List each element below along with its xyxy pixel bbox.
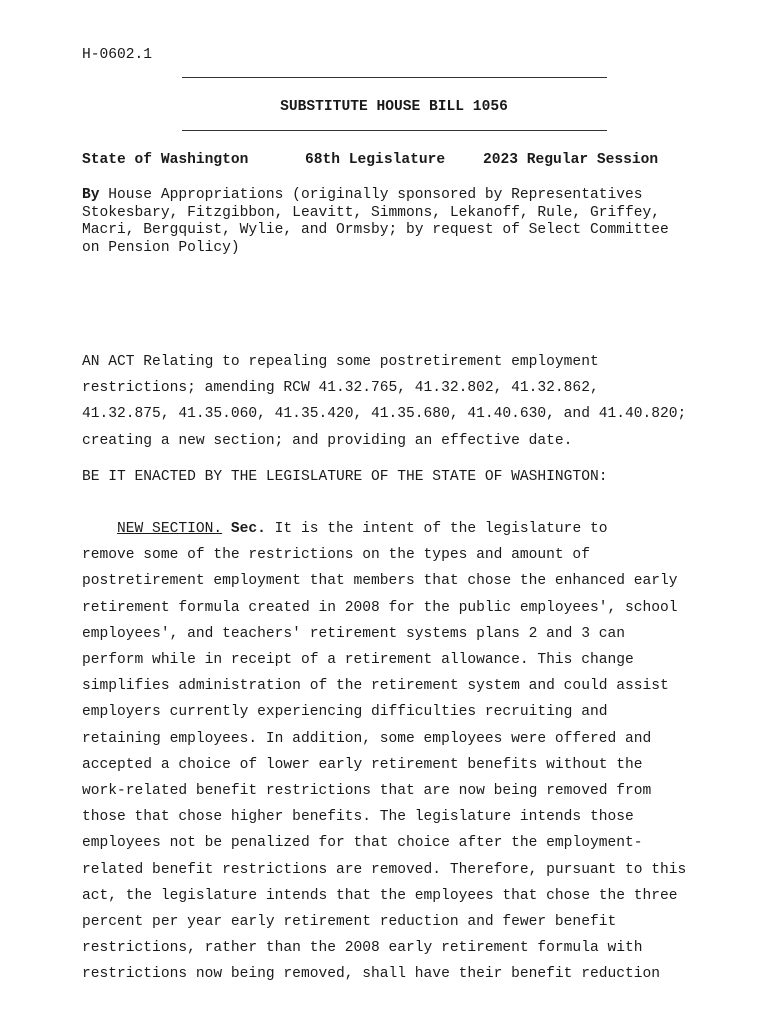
legislature-number: 68th Legislature [305,152,446,168]
enacting-clause: BE IT ENACTED BY THE LEGISLATURE OF THE STATE OF WASHINGTON: [82,469,608,485]
section-indent [82,521,117,537]
document-id: H-0602.1 [82,47,153,63]
sponsors-block [82,187,712,258]
title-rule-top [182,77,607,78]
sponsors-by-label: By [82,187,100,203]
sponsors-text: House Appropriations (originally sponsored by Representatives Stokesbary, Fitzgibbon, Leavitt, Simmons, Lekanoff, Rule, Griffey, Macri, Bergquist, Wylie, and Ormsby; by request of Select Committee on Pension Policy) [82,187,669,257]
bill-title: SUBSTITUTE HOUSE BILL 1056 [280,99,508,115]
new-section-paragraph [82,516,722,988]
section-body: It is the intent of the legislature to remove some of the restrictions on the types and amount of postretirement employment that members that chose the enhanced early retirement formula created in 2008 for the public employees', school employees', and teachers' retirement systems plans 2 and 3 can perform while in receipt of a retirement allowance. This change simplifies administration of the retirement system and could assist employers currently experiencing difficulties recruiting and retaining employees. In addition, some employees were offered and accepted a choice of lower early retirement benefits without the work-related benefit restrictions that are now being removed from those that chose higher benefits. The legislature intends those employees not be penalized for that choice after the employment- related benefit restrictions are removed. Therefore, pursuant to this act, the legislature intends that the employees that chose the three percent per year early retirement reduction and fewer benefit restrictions, rather than the 2008 early retirement formula with restrictions now being removed, shall have their benefit reduction [82,521,687,983]
session-line [82,151,658,169]
title-rule-bottom [182,130,607,131]
new-section-label: NEW SECTION. [117,521,223,537]
state-name: State of Washington [82,152,249,168]
act-title-paragraph: AN ACT Relating to repealing some postretirement employment restrictions; amending RCW 41.32.765, 41.32.802, 41.32.862, 41.32.875, 41.35.060, 41.35.420, 41.35.680, 41.40.630, and 41.40.820; creating a new section; and providing an effective date. [82,354,687,449]
regular-session: 2023 Regular Session [483,152,659,168]
sec-label: Sec. [230,521,266,537]
